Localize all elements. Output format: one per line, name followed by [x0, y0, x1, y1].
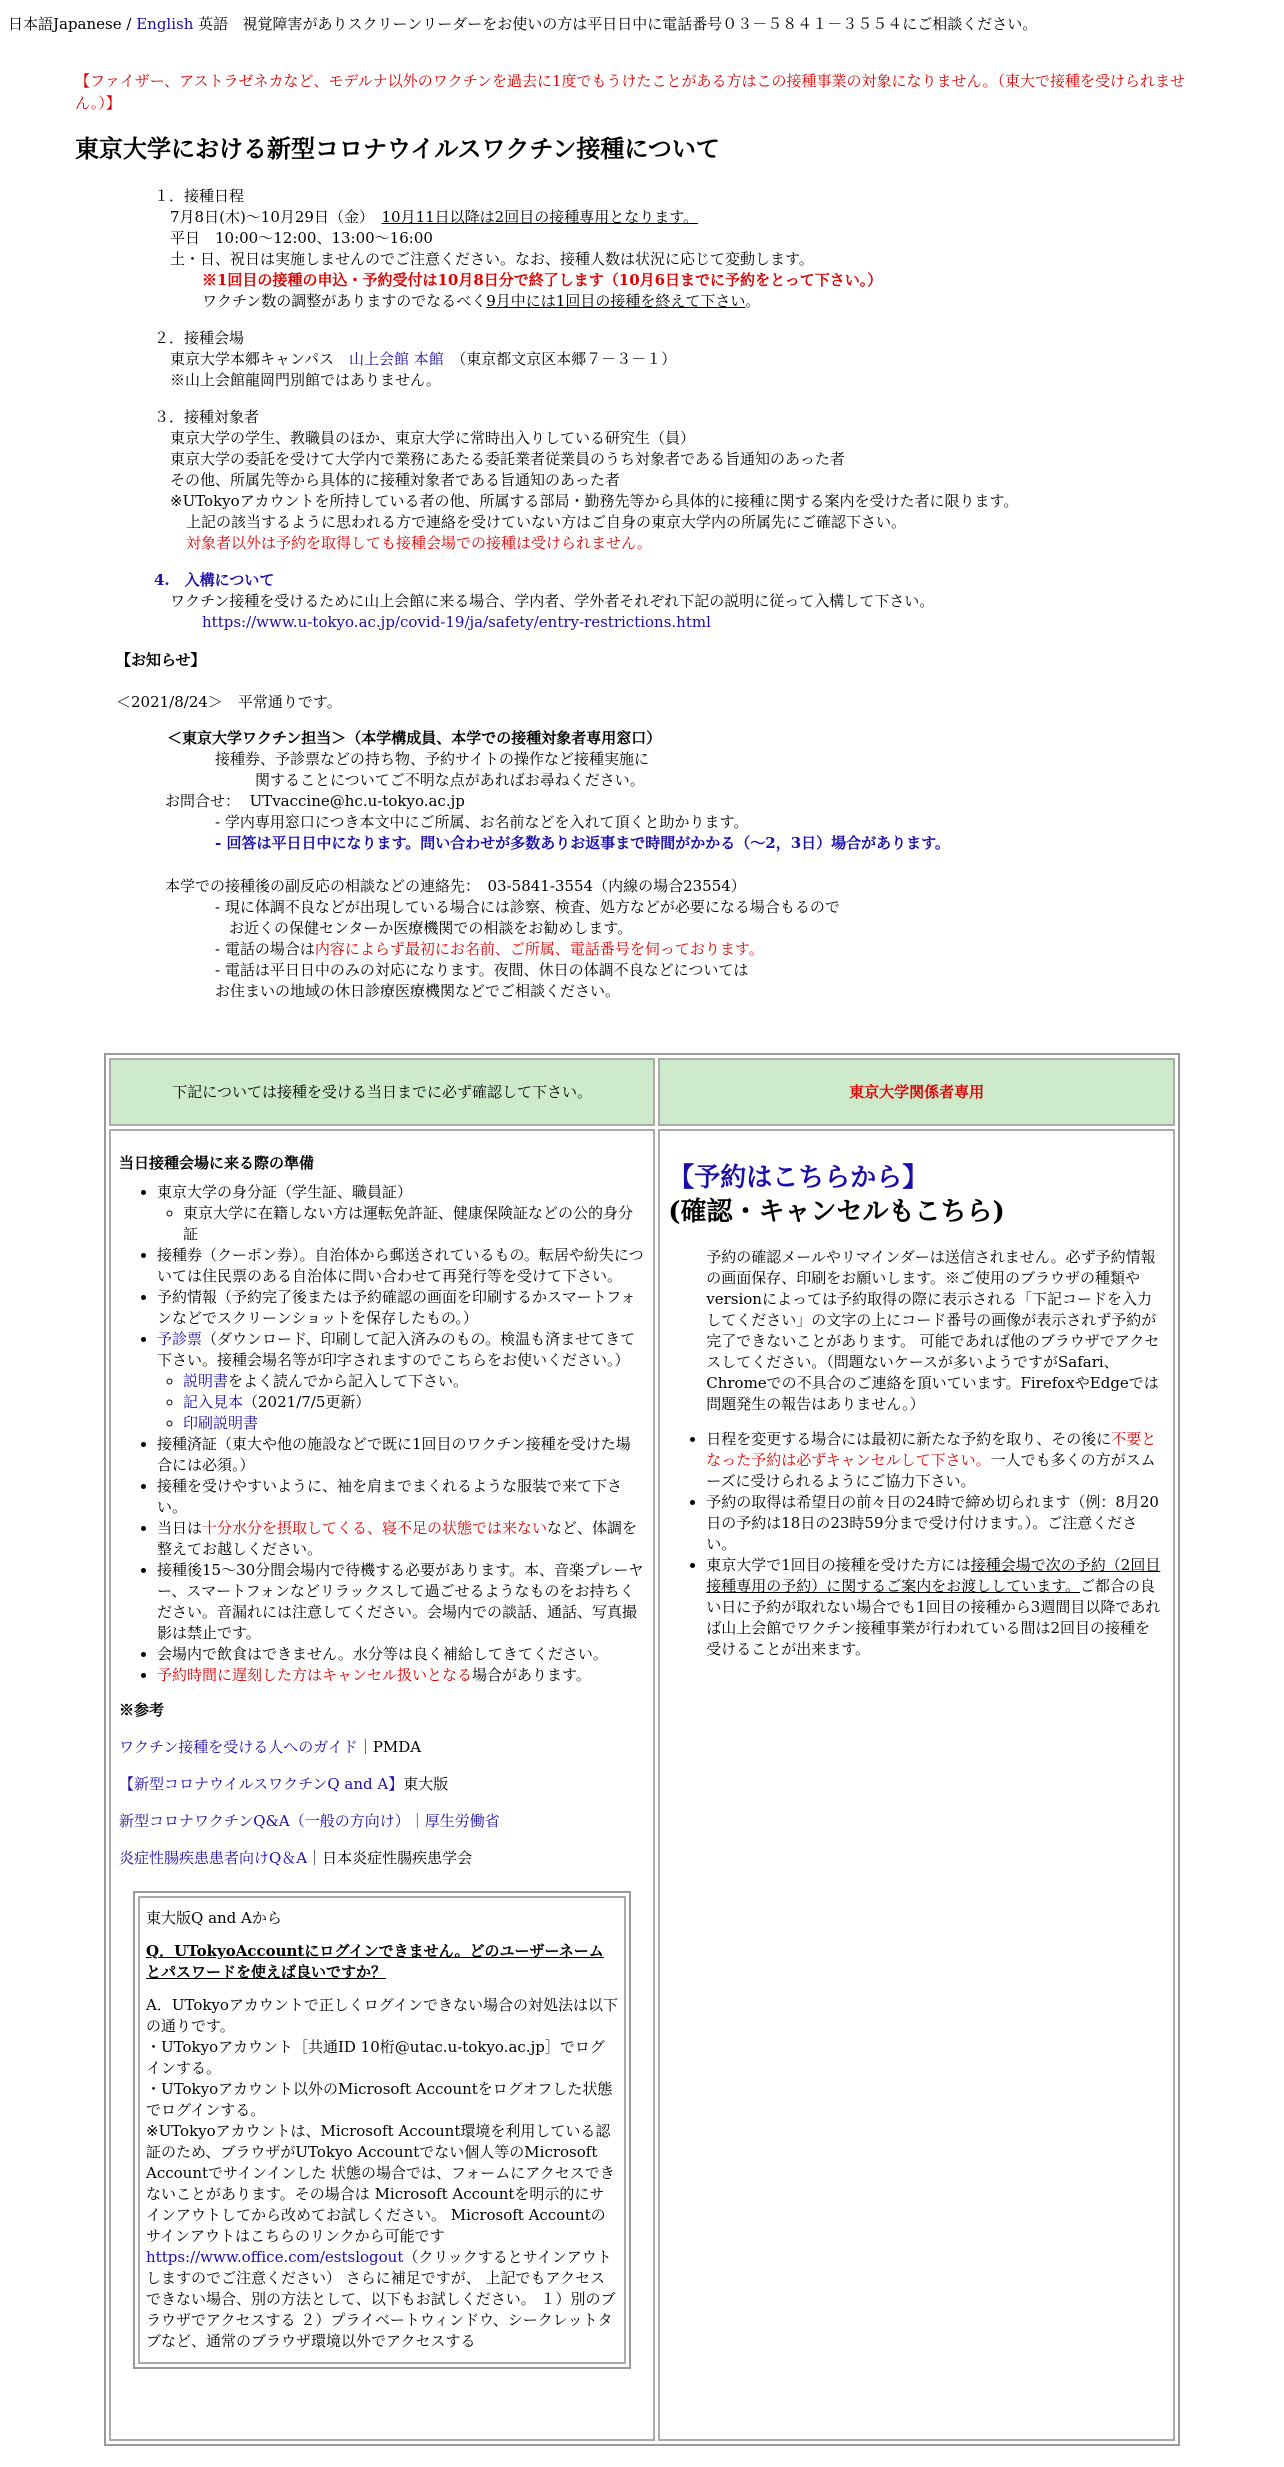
reservation-cell — [658, 1129, 1175, 2441]
reference-tail: 東大版 — [403, 1775, 449, 1793]
list-item: • 予約情報（予約完了後または予約確認の画面を印刷するかスマートフォンなどでスクリーンショットを保存したもの。） — [157, 1287, 645, 1329]
left-header-cell — [109, 1058, 655, 1126]
qa-answer-5-text: （クリックするとサインアウトしますのでご注意ください） さらに補足ですが、 上記でもアクセスできない場合、別の方法として、以下もお試しください。 １）別のブラウザでアクセスする ２）プライベートウィンドウ、シークレットタブなど、通常のブラウザ環境以外でアクセスする — [146, 2248, 616, 2350]
list-item — [183, 1413, 645, 1434]
side-effect-4: - 電話は平日日中のみの対応になります。夜間、休日の体調不良などについては — [215, 961, 749, 979]
list-item — [706, 1555, 1165, 1660]
venue-note: ※山上会館龍岡門別館ではありません。 — [170, 371, 441, 389]
list-item — [183, 1203, 645, 1245]
announcements-heading: 【お知らせ】 — [116, 651, 206, 669]
eligibility-line-4: ※UTokyoアカウントを所持している者の他、所属する部局・勤務先等から具体的に接種に関する案内を受けた者に限ります。 — [170, 492, 1019, 510]
qa-answer-2: ・UTokyoアカウント［共通ID 10桁@utac.u-tokyo.ac.jp］でログインする。 — [146, 2038, 605, 2077]
contact-email-row — [165, 791, 950, 812]
page-title: 東京大学における新型コロナウイルスワクチン接種について — [75, 134, 720, 163]
list-item — [706, 1429, 1165, 1492]
prep-sub-text: （2021/7/5更新） — [243, 1393, 371, 1411]
entry-text: ワクチン接種を受けるために山上会館に来る場合、学内者、学外者それぞれ下記の説明に従って入構して下さい。 — [170, 592, 935, 610]
adjust-text: ワクチン数の調整がありますのでなるべく — [202, 292, 487, 310]
reservation-red: 不要となった予約は必ずキャンセルして下さい。 — [706, 1430, 1157, 1469]
reference-row — [119, 1811, 645, 1832]
qa-box — [133, 1891, 631, 2369]
list-item — [157, 1518, 645, 1560]
section-eligibility — [150, 407, 1018, 554]
adjust-underline: 9月中には1回目の接種を終えて下さい — [486, 292, 746, 310]
schedule-date-range: 7月8日(木)～10月29日（金） — [170, 208, 367, 226]
venue-campus: 東京大学本郷キャンパス — [170, 350, 349, 368]
top-bar — [8, 14, 1037, 35]
right-header: 東京大学関係者専用 — [849, 1082, 985, 1101]
side-effect-1: - 現に体調不良などが出現している場合には診察、検査、処方などが必要になる場合もるので — [215, 898, 840, 916]
qa-answer-1: A．UTokyoアカウントで正しくログインできない場合の対処法は以下の通りです。 — [146, 1996, 619, 2035]
reference-tail: ｜PMDA — [357, 1738, 422, 1756]
list-item — [183, 1392, 645, 1413]
reservation-list — [668, 1429, 1165, 1660]
reservation-subtitle: (確認・キャンセルもこちら) — [668, 1197, 1005, 1227]
reservation-text: 一人でも多くの方がスムーズに受けられるようにご協力下さい。 — [706, 1451, 1156, 1490]
eligibility-heading: ３．接種対象者 — [154, 408, 260, 426]
prep-title: 当日接種会場に来る際の準備 — [119, 1154, 315, 1172]
schedule-date-note: 10月11日以降は2回目の接種専用となります。 — [381, 208, 699, 226]
schedule-deadline: ※1回目の接種の申込・予約受付は10月8日分で終了します（10月6日までに予約をとって下さい。） — [202, 271, 883, 289]
reference-row — [119, 1737, 645, 1758]
prep-item-text: など、体調を整えてお越しください。 — [157, 1519, 638, 1558]
left-header: 下記については接種を受ける当日までに必ず確認して下さい。 — [172, 1082, 592, 1101]
prep-sub-text: をよく読んでから記入して下さい。 — [228, 1372, 469, 1390]
schedule-dates — [170, 207, 882, 228]
preparation-cell — [109, 1129, 655, 2441]
eligibility-warning: 対象者以外は予約を取得しても接種会場での接種は受けられません。 — [186, 534, 652, 552]
reference-link[interactable]: 新型コロナワクチンQ&A（一般の方向け）｜厚生労働省 — [119, 1812, 500, 1830]
venue-link[interactable]: 山上会館 本館 — [348, 350, 444, 368]
prep-item-text: 当日は — [157, 1519, 203, 1537]
lang-separator: / — [121, 15, 137, 33]
contact-block — [165, 728, 950, 1002]
qa-answer-4: ※UTokyoアカウントは、Microsoft Account環境を利用している認証のため、ブラウザがUTokyo Accountでない個人等のMicrosoft Accountでサインインした 状態の場合では、フォームにアクセスできないことがあります。その場合は Microsoft Accountを明示的にサインアウトしてから改めてお試しください。 Microsoft Accountのサインアウトはこちらのリンクから可能です — [146, 2122, 615, 2245]
list-item: • 接種を受けやすいように、袖を肩までまくれるような服装で来て下さい。 — [157, 1476, 645, 1518]
reference-row — [119, 1848, 645, 1869]
list-item — [157, 1665, 645, 1686]
schedule-closed: 土・日、祝日は実施しませんのでご注意ください。なお、接種人数は状況に応じて変動します。 — [170, 250, 814, 268]
accessibility-note: 視覚障害がありスクリーンリーダーをお使いの方は平日日中に電話番号０３－５８４１－３５５４にご相談ください。 — [242, 15, 1038, 33]
contact-detail-1: - 学内専用窓口につき本文中にご所属、お名前などを入れて頂くと助かります。 — [215, 813, 749, 831]
schedule-hours: 平日 10:00～12:00、13:00～16:00 — [170, 229, 433, 247]
eligibility-line-2: 東京大学の委託を受けて大学内で業務にあたる委託業者従業員のうち対象者である旨通知のあった者 — [170, 450, 845, 468]
prep-item-red: 予約時間に遅刻した方はキャンセル扱いとなる — [157, 1666, 473, 1684]
side-effect-3 — [215, 939, 950, 960]
reference-link[interactable]: 炎症性腸疾患患者向けQ＆A — [119, 1849, 308, 1867]
entry-rules-link[interactable]: https://www.u-tokyo.ac.jp/covid-19/ja/safety/entry-restrictions.html — [202, 613, 711, 631]
side-effect-heading: 本学での接種後の副反応の相談などの連絡先： 03-5841-3554（内線の場合23554） — [165, 877, 746, 895]
section-entry — [150, 570, 934, 633]
prep-item-text: 東京大学の身分証（学生証、職員証） — [157, 1183, 413, 1201]
list-item — [183, 1371, 645, 1392]
instructions-link[interactable]: 説明書 — [183, 1372, 229, 1390]
reference-row — [119, 1774, 645, 1795]
print-guide-link[interactable]: 印刷説明書 — [183, 1414, 259, 1432]
qa-heading: 東大版Q and Aから — [146, 1909, 282, 1927]
info-table — [104, 1053, 1180, 2446]
reservation-text: ご都合の良い日に予約が取れない場合でも1回目の接種から3週間目以降であれば山上会館でワクチン接種事業が行われている間は2回目の接種を受けることが出来ます。 — [706, 1577, 1161, 1658]
reservation-text: 日程を変更する場合には最初に新たな予約を取り、その後に — [706, 1430, 1112, 1448]
sample-link[interactable]: 記入見本 — [183, 1393, 244, 1411]
signout-link[interactable]: https://www.office.com/estslogout — [146, 2248, 404, 2266]
lang-english-link[interactable]: English — [136, 15, 194, 33]
reference-tail: ｜日本炎症性腸疾患学会 — [307, 1849, 473, 1867]
eligibility-notice: 【ファイザー、アストラゼネカなど、モデルナ以外のワクチンを過去に1度でもうけたことがある方はこの接種事業の対象になりません。（東大で接種を受けられません。）】 — [75, 72, 1185, 112]
list-item: • 接種後15～30分間会場内で待機する必要があります。本、音楽プレーヤー、スマートフォンなどリラックスして過ごせるようなものをお持ちください。音漏れには注意してください。会場内での談話、通話、写真撮影は禁止です。 — [157, 1560, 645, 1644]
list-item — [157, 1329, 645, 1434]
side-effect-5: お住まいの地域の休日診療医療機関などでご相談ください。 — [215, 982, 621, 1000]
yoshinhyo-link[interactable]: 予診票 — [157, 1330, 203, 1348]
contact-line-2: 関することについてご不明な点があればお尋ねください。 — [255, 771, 645, 789]
qa-answer-5 — [146, 2247, 618, 2352]
side-effect-2: お近くの保健センターか医療機関での相談をお勧めします。 — [229, 919, 633, 937]
list-item: • 接種券（クーポン券）。自治体から郵送されているもの。転居や紛失については住民票のある自治体に問い合わせて再発行等を受けて下さい。 — [157, 1245, 645, 1287]
schedule-adjust — [202, 291, 882, 312]
venue-heading: ２．接種会場 — [154, 329, 245, 347]
reservation-underline: 接種会場で次の予約（2回目接種専用の予約）に関するご案内をお渡ししています。 — [706, 1556, 1161, 1595]
prep-sub-item: 東京大学に在籍しない方は運転免許証、健康保険証などの公的身分証 — [183, 1204, 634, 1243]
list-item — [157, 1182, 645, 1245]
contact-heading: ＜東京大学ワクチン担当＞（本学構成員、本学での接種対象者専用窓口） — [167, 729, 662, 747]
section-schedule — [150, 186, 882, 312]
eligibility-line-1: 東京大学の学生、教職員のほか、東京大学に常時出入りしている研究生（員） — [170, 429, 696, 447]
lang-japanese: 日本語Japanese — [8, 15, 122, 33]
reservation-notes: 予約の確認メールやリマインダーは送信されません。必ず予約情報の画面保存、印刷をお願いします。※ご使用のブラウザの種類やversionによっては予約取得の際に表示される「下記コードを入力してください」の文字の上にコード番号の画像が表示されず予約が完了できないことがあります。 可能であれば他のブラウザでアクセスしてください。（問題ないケースが多いようですがSafari、Chromeでの不具合のご連絡を頂いています。FirefoxやEdgeでは問題発生の報告はありません。） — [706, 1248, 1160, 1413]
lang-english-ja: 英語 — [198, 15, 229, 33]
side-effect-3a: - 電話の場合は — [215, 940, 315, 958]
contact-line-1: 接種券、予診票などの持ち物、予約サイトの操作など接種実施に — [215, 750, 649, 768]
contact-email: UTvaccine@hc.u-tokyo.ac.jp — [249, 792, 465, 810]
schedule-heading: １．接種日程 — [154, 187, 245, 205]
list-item: • 予約の取得は希望日の前々日の24時で締め切られます（例：8月20日の予約は18日の23時59分まで受け付けます。）。ご注意ください。 — [706, 1492, 1165, 1555]
prep-list — [119, 1182, 645, 1686]
reference-link[interactable]: 【新型コロナウイルスワクチンQ and A】 — [119, 1775, 404, 1793]
contact-label: お問合せ： — [165, 792, 241, 810]
prep-item-text: 場合があります。 — [472, 1666, 591, 1684]
reference-title: ※参考 — [119, 1701, 165, 1719]
eligibility-line-5: 上記の該当するように思われる方で連絡を受けていない方はご自身の東京大学内の所属先にご確認下さい。 — [186, 513, 907, 531]
venue-street: （東京都文京区本郷７－３－１） — [443, 350, 677, 368]
qa-answer-3: ・UTokyoアカウント以外のMicrosoft Accountをログオフした状態でログインする。 — [146, 2080, 613, 2119]
reservation-link[interactable]: 【予約はこちらから】 — [668, 1163, 929, 1193]
eligibility-line-3: その他、所属先等から具体的に接種対象者である旨通知のあった者 — [170, 471, 620, 489]
side-effect-3-red: 内容によらず最初にお名前、ご所属、電話番号を伺っております。 — [314, 940, 764, 958]
venue-address — [170, 349, 676, 370]
qa-question: Q．UTokyoAccountにログインできません。どのユーザーネームとパスワードを使えば良いですか？ — [146, 1942, 604, 1981]
adjust-end: 。 — [745, 292, 761, 310]
announcement-date: ＜2021/8/24＞ 平常通りです。 — [116, 693, 342, 711]
list-item: • 接種済証（東大や他の施設などで既に1回目のワクチン接種を受けた場合には必須。） — [157, 1434, 645, 1476]
list-item: • 会場内で飲食はできません。水分等は良く補給してきてください。 — [157, 1644, 645, 1665]
prep-item-red: 十分水分を摂取してくる、寝不足の状態では来ない — [202, 1519, 548, 1537]
reference-link[interactable]: ワクチン接種を受ける人へのガイド — [119, 1738, 358, 1756]
section-venue — [150, 328, 676, 391]
reservation-text: 東京大学で1回目の接種を受けた方には — [706, 1556, 971, 1574]
prep-item-text: （ダウンロード、印刷して記入済みのもの。検温も済ませてきて下さい。接種会場名等が印字されますのでこちらをお使いください。） — [157, 1330, 636, 1369]
entry-heading: 4. 入構について — [154, 571, 275, 589]
right-header-cell — [658, 1058, 1175, 1126]
contact-detail-2: - 回答は平日日中になります。問い合わせが多数ありお返事まで時間がかかる（～2，3日）場合があります。 — [215, 834, 950, 852]
